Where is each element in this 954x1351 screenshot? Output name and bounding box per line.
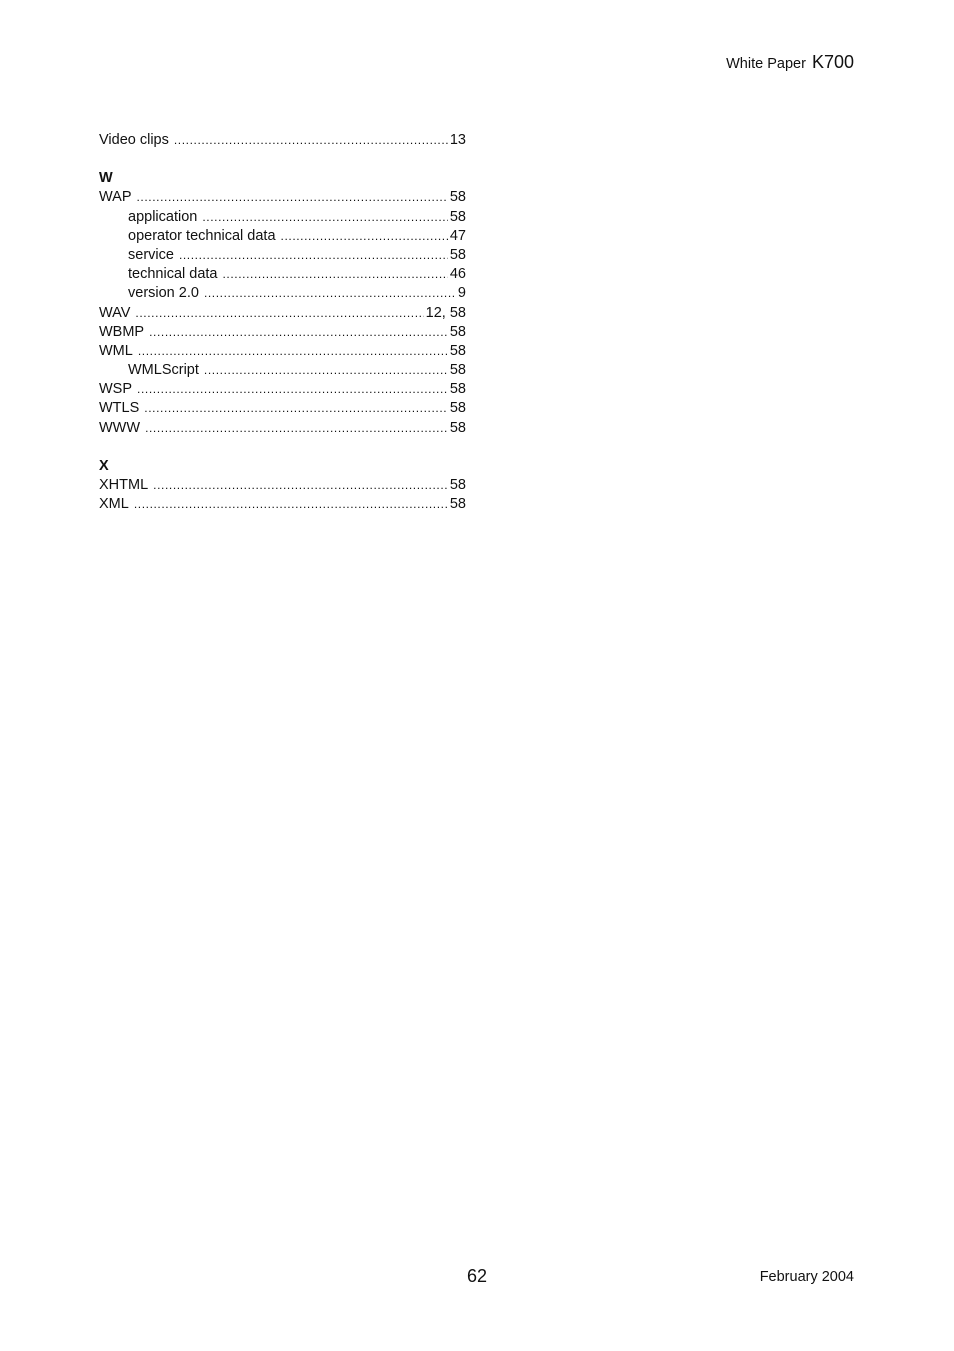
index-page-ref: 13	[449, 132, 466, 148]
index-entry-xml	[99, 495, 466, 514]
dot-leader	[149, 323, 448, 342]
index-page-ref: 47	[449, 227, 466, 244]
index-term: operator technical data	[128, 227, 276, 244]
index-list	[99, 131, 466, 514]
index-term: service	[128, 246, 174, 263]
index-term: WML	[99, 342, 133, 359]
dot-leader	[145, 419, 448, 438]
index-page-ref: 58	[449, 208, 466, 225]
footer-date: February 2004	[759, 1269, 854, 1285]
index-term: technical data	[128, 266, 218, 283]
index-entry-wav	[99, 304, 466, 323]
dot-leader	[135, 304, 423, 323]
index-term: WWW	[99, 419, 141, 436]
page-number: 62	[466, 1266, 488, 1286]
index-term: WTLS	[99, 400, 140, 417]
dot-leader	[202, 208, 448, 227]
dot-leader	[138, 342, 448, 361]
header-model: K700	[811, 52, 854, 72]
index-page-ref: 58	[449, 362, 466, 379]
index-term: WSP	[99, 381, 133, 398]
index-term: WAV	[99, 304, 131, 321]
index-entry-www	[99, 419, 466, 438]
dot-leader	[137, 380, 448, 399]
index-term: WBMP	[99, 323, 145, 340]
dot-leader	[179, 246, 448, 265]
index-page-ref: 58	[449, 189, 466, 206]
index-letter-heading-x: X	[99, 457, 109, 474]
index-term: application	[128, 208, 198, 225]
index-subentry-service	[99, 246, 466, 265]
index-term: Video clips	[99, 132, 169, 148]
page-header	[726, 52, 854, 73]
dot-leader	[222, 265, 447, 284]
dot-leader	[137, 188, 448, 207]
index-term: WAP	[99, 189, 132, 206]
dot-leader	[204, 284, 456, 303]
index-term: XHTML	[99, 477, 149, 493]
index-page-ref: 58	[449, 246, 466, 263]
index-term: XML	[99, 496, 129, 513]
index-page-ref: 46	[449, 266, 466, 283]
dot-leader	[144, 399, 448, 418]
index-subentry-operator-technical-data	[99, 227, 466, 246]
index-page-ref: 58	[449, 477, 466, 493]
index-subentry-technical-data	[99, 265, 466, 284]
index-letter-heading-w: W	[99, 170, 113, 187]
index-entry-xhtml	[99, 476, 466, 495]
index-term: WMLScript	[128, 362, 199, 379]
index-subentry-wmlscript	[99, 361, 466, 380]
index-page-ref: 58	[449, 400, 466, 417]
dot-leader	[174, 131, 448, 150]
dot-leader	[153, 476, 448, 495]
index-page-ref: 12, 58	[425, 304, 466, 321]
index-term: version 2.0	[128, 285, 199, 302]
index-entry-wml	[99, 342, 466, 361]
dot-leader	[281, 227, 448, 246]
index-entry-video-clips	[99, 131, 466, 150]
dot-leader	[204, 361, 448, 380]
index-subentry-application	[99, 208, 466, 227]
index-page-ref: 58	[449, 381, 466, 398]
index-page-ref: 58	[449, 496, 466, 513]
index-entry-wap	[99, 188, 466, 207]
dot-leader	[134, 495, 448, 514]
index-entry-wbmp	[99, 323, 466, 342]
index-page-ref: 58	[449, 419, 466, 436]
index-entry-wsp	[99, 380, 466, 399]
index-subentry-version-2-0	[99, 284, 466, 303]
index-page-ref: 58	[449, 342, 466, 359]
header-label: White Paper	[726, 56, 806, 72]
index-page-ref: 9	[457, 285, 466, 302]
index-entry-wtls	[99, 399, 466, 418]
index-page-ref: 58	[449, 323, 466, 340]
